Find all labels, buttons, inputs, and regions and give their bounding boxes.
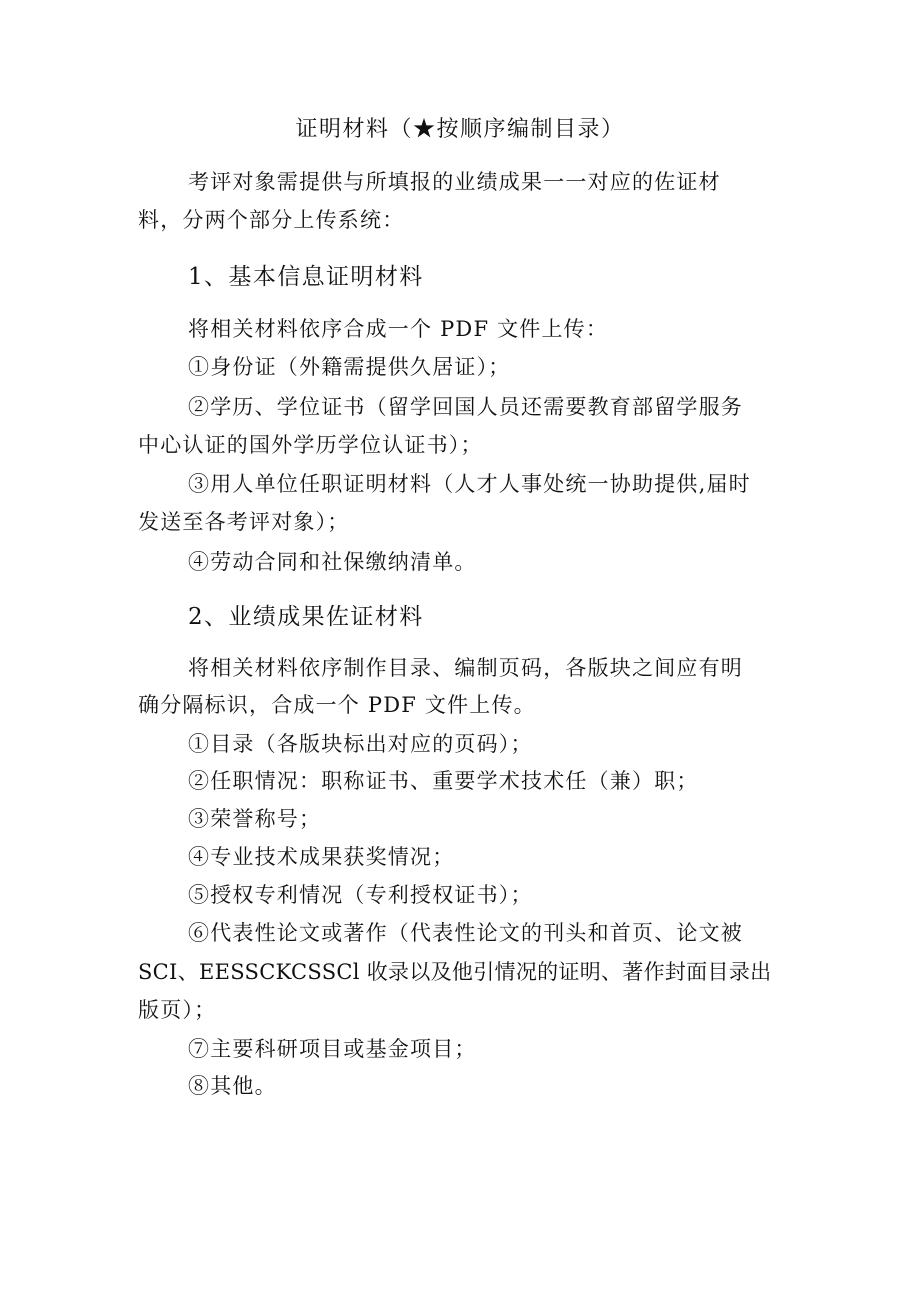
section-2-lead-line-1: 将相关材料依序制作目录、编制页码，各版块之间应有明 xyxy=(188,656,743,680)
section-2-item-6-line-1: ⑥代表性论文或著作（代表性论文的刊头和首页、论文被 xyxy=(188,921,743,945)
section-2-item-3: ③荣誉称号； xyxy=(188,807,322,831)
section-2-item-7: ⑦主要科研项目或基金项目； xyxy=(188,1037,477,1061)
section-2-item-2: ②任职情况：职称证书、重要学术技术任（兼）职； xyxy=(188,769,699,793)
section-1-heading: 1、基本信息证明材料 xyxy=(188,264,424,290)
section-1-item-4: ④劳动合同和社保缴纳清单。 xyxy=(188,550,477,574)
section-2-heading: 2、业绩成果佐证材料 xyxy=(188,604,424,630)
section-2-lead-line-2: 确分隔标识，合成一个 PDF 文件上传。 xyxy=(138,693,536,717)
section-2-item-6-line-3: 版页）； xyxy=(138,998,217,1022)
section-1-item-1: ①身份证（外籍需提供久居证）； xyxy=(188,355,511,379)
section-1-lead: 将相关材料依序合成一个 PDF 文件上传： xyxy=(188,317,609,341)
section-1-item-3-line-1: ③用人单位任职证明材料（人才人事处统一协助提供,届时 xyxy=(188,472,751,496)
intro-line-1: 考评对象需提供与所填报的业绩成果一一对应的佐证材 xyxy=(188,170,721,194)
section-2-item-5: ⑤授权专利情况（专利授权证书）； xyxy=(188,883,533,907)
section-1-item-2-line-2: 中心认证的国外学历学位认证书）； xyxy=(138,433,483,457)
section-1-item-3-line-2: 发送至各考评对象）； xyxy=(138,510,350,534)
section-2-item-6-line-2: SCI、EESSCKCSSCl 收录以及他引情况的证明、著作封面目录出 xyxy=(138,960,772,984)
document-title: 证明材料（★按顺序编制目录） xyxy=(295,117,625,142)
section-1-item-2-line-1: ②学历、学位证书（留学回国人员还需要教育部留学服务 xyxy=(188,395,743,419)
section-2-item-8: ⑧其他。 xyxy=(188,1074,277,1098)
section-2-item-1: ①目录（各版块标出对应的页码）； xyxy=(188,732,533,756)
section-2-item-4: ④专业技术成果获奖情况； xyxy=(188,845,455,869)
intro-line-2: 料，分两个部分上传系统： xyxy=(138,208,405,232)
